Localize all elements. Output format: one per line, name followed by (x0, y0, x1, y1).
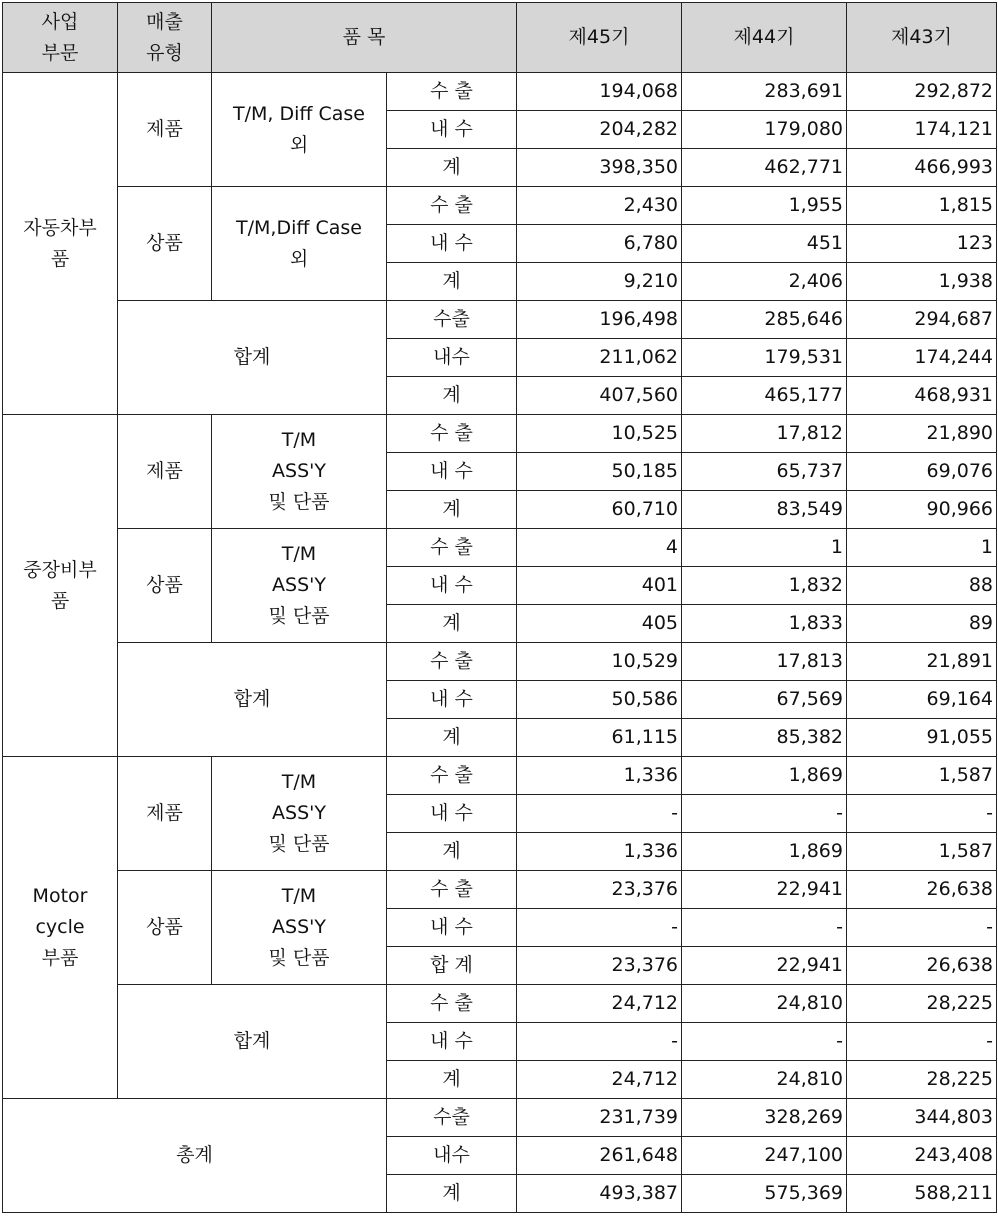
row-label: 내 수 (387, 795, 517, 833)
value-cell: 466,993 (847, 149, 997, 187)
value-cell: 407,560 (517, 377, 682, 415)
value-cell: 60,710 (517, 491, 682, 529)
value-cell: 1,869 (682, 833, 847, 871)
header-period-44: 제44기 (682, 3, 847, 73)
value-cell: - (517, 1023, 682, 1061)
sales-type: 제품 (118, 73, 212, 187)
sales-table (2, 2, 997, 1213)
row-label: 계 (387, 605, 517, 643)
value-cell: 1,336 (517, 757, 682, 795)
segment-name: Motor cycle 부품 (3, 757, 118, 1099)
value-cell: 24,810 (682, 985, 847, 1023)
value-cell: 1 (682, 529, 847, 567)
item-name: T/M ASS'Y 및 단품 (212, 529, 387, 643)
value-cell: 91,055 (847, 719, 997, 757)
value-cell: 493,387 (517, 1175, 682, 1213)
value-cell: 292,872 (847, 73, 997, 111)
row-label: 내 수 (387, 567, 517, 605)
table-row (3, 529, 997, 567)
item-name: T/M,Diff Case 외 (212, 187, 387, 301)
value-cell: 1,833 (682, 605, 847, 643)
header-period-45: 제45기 (517, 3, 682, 73)
value-cell: 462,771 (682, 149, 847, 187)
value-cell: 83,549 (682, 491, 847, 529)
value-cell: 283,691 (682, 73, 847, 111)
value-cell: 90,966 (847, 491, 997, 529)
value-cell: 451 (682, 225, 847, 263)
value-cell: 174,244 (847, 339, 997, 377)
value-cell: 23,376 (517, 871, 682, 909)
table-row (3, 73, 997, 111)
value-cell: 123 (847, 225, 997, 263)
value-cell: 85,382 (682, 719, 847, 757)
table-row (3, 871, 997, 909)
value-cell: 9,210 (517, 263, 682, 301)
value-cell: 196,498 (517, 301, 682, 339)
value-cell: 22,941 (682, 947, 847, 985)
row-label: 내 수 (387, 681, 517, 719)
value-cell: 243,408 (847, 1137, 997, 1175)
row-label: 계 (387, 491, 517, 529)
value-cell: 2,406 (682, 263, 847, 301)
item-name: T/M, Diff Case 외 (212, 73, 387, 187)
row-label: 계 (387, 377, 517, 415)
row-label: 수 출 (387, 187, 517, 225)
subtotal-label: 합계 (118, 643, 387, 757)
row-label: 내 수 (387, 453, 517, 491)
value-cell: 1,832 (682, 567, 847, 605)
value-cell: - (847, 1023, 997, 1061)
row-label: 계 (387, 149, 517, 187)
value-cell: 1,336 (517, 833, 682, 871)
header-row (3, 3, 997, 73)
value-cell: - (517, 909, 682, 947)
value-cell: 22,941 (682, 871, 847, 909)
sales-type: 제품 (118, 757, 212, 871)
value-cell: 26,638 (847, 871, 997, 909)
row-label: 내 수 (387, 1023, 517, 1061)
header-item: 품 목 (212, 3, 517, 73)
row-label: 계 (387, 1175, 517, 1213)
row-label: 수 출 (387, 871, 517, 909)
value-cell: 1,869 (682, 757, 847, 795)
row-label: 계 (387, 263, 517, 301)
value-cell: 179,531 (682, 339, 847, 377)
value-cell: 1,955 (682, 187, 847, 225)
segment-name: 자동차부 품 (3, 73, 118, 415)
value-cell: 21,891 (847, 643, 997, 681)
row-label: 계 (387, 719, 517, 757)
value-cell: 405 (517, 605, 682, 643)
value-cell: - (847, 795, 997, 833)
value-cell: 174,121 (847, 111, 997, 149)
subtotal-row (3, 643, 997, 681)
item-name: T/M ASS'Y 및 단품 (212, 871, 387, 985)
value-cell: 65,737 (682, 453, 847, 491)
header-segment: 사업 부문 (3, 3, 118, 73)
value-cell: 211,062 (517, 339, 682, 377)
value-cell: 2,430 (517, 187, 682, 225)
subtotal-label: 합계 (118, 985, 387, 1099)
sales-type: 상품 (118, 187, 212, 301)
value-cell: 588,211 (847, 1175, 997, 1213)
value-cell: 294,687 (847, 301, 997, 339)
value-cell: 24,810 (682, 1061, 847, 1099)
value-cell: 247,100 (682, 1137, 847, 1175)
row-label: 수출 (387, 1099, 517, 1137)
row-label: 내수 (387, 1137, 517, 1175)
row-label: 수 출 (387, 529, 517, 567)
value-cell: 24,712 (517, 1061, 682, 1099)
value-cell: 24,712 (517, 985, 682, 1023)
value-cell: 10,529 (517, 643, 682, 681)
subtotal-label: 합계 (118, 301, 387, 415)
value-cell: 50,586 (517, 681, 682, 719)
row-label: 내 수 (387, 111, 517, 149)
value-cell: 23,376 (517, 947, 682, 985)
row-label: 수 출 (387, 985, 517, 1023)
value-cell: - (682, 1023, 847, 1061)
value-cell: 328,269 (682, 1099, 847, 1137)
value-cell: 10,525 (517, 415, 682, 453)
value-cell: 194,068 (517, 73, 682, 111)
row-label: 수 출 (387, 757, 517, 795)
subtotal-row (3, 985, 997, 1023)
value-cell: 1,938 (847, 263, 997, 301)
value-cell: 465,177 (682, 377, 847, 415)
value-cell: 6,780 (517, 225, 682, 263)
value-cell: 69,076 (847, 453, 997, 491)
value-cell: 398,350 (517, 149, 682, 187)
value-cell: 401 (517, 567, 682, 605)
value-cell: 285,646 (682, 301, 847, 339)
value-cell: 1,587 (847, 757, 997, 795)
row-label: 수 출 (387, 73, 517, 111)
item-name: T/M ASS'Y 및 단품 (212, 415, 387, 529)
value-cell: - (517, 795, 682, 833)
value-cell: - (682, 795, 847, 833)
segment-name: 중장비부 품 (3, 415, 118, 757)
subtotal-row (3, 301, 997, 339)
value-cell: - (847, 909, 997, 947)
row-label: 내 수 (387, 909, 517, 947)
table-row (3, 415, 997, 453)
total-row (3, 1099, 997, 1137)
value-cell: 89 (847, 605, 997, 643)
item-name: T/M ASS'Y 및 단품 (212, 757, 387, 871)
table-body (3, 73, 997, 1213)
value-cell: 1,815 (847, 187, 997, 225)
row-label: 수출 (387, 301, 517, 339)
value-cell: 50,185 (517, 453, 682, 491)
value-cell: 179,080 (682, 111, 847, 149)
value-cell: 61,115 (517, 719, 682, 757)
value-cell: 26,638 (847, 947, 997, 985)
table-row (3, 757, 997, 795)
value-cell: 204,282 (517, 111, 682, 149)
table-row (3, 187, 997, 225)
value-cell: 28,225 (847, 985, 997, 1023)
row-label: 계 (387, 1061, 517, 1099)
total-label: 총계 (3, 1099, 387, 1213)
value-cell: 1,587 (847, 833, 997, 871)
header-period-43: 제43기 (847, 3, 997, 73)
value-cell: 231,739 (517, 1099, 682, 1137)
value-cell: 468,931 (847, 377, 997, 415)
row-label: 계 (387, 833, 517, 871)
value-cell: 88 (847, 567, 997, 605)
value-cell: 575,369 (682, 1175, 847, 1213)
row-label: 내 수 (387, 225, 517, 263)
value-cell: 1 (847, 529, 997, 567)
value-cell: - (682, 909, 847, 947)
value-cell: 67,569 (682, 681, 847, 719)
value-cell: 17,813 (682, 643, 847, 681)
sales-type: 상품 (118, 529, 212, 643)
value-cell: 21,890 (847, 415, 997, 453)
sales-type: 제품 (118, 415, 212, 529)
row-label: 수 출 (387, 643, 517, 681)
row-label: 합 계 (387, 947, 517, 985)
row-label: 수 출 (387, 415, 517, 453)
value-cell: 261,648 (517, 1137, 682, 1175)
sales-type: 상품 (118, 871, 212, 985)
header-sales-type: 매출 유형 (118, 3, 212, 73)
row-label: 내수 (387, 339, 517, 377)
value-cell: 69,164 (847, 681, 997, 719)
value-cell: 344,803 (847, 1099, 997, 1137)
value-cell: 17,812 (682, 415, 847, 453)
value-cell: 28,225 (847, 1061, 997, 1099)
value-cell: 4 (517, 529, 682, 567)
